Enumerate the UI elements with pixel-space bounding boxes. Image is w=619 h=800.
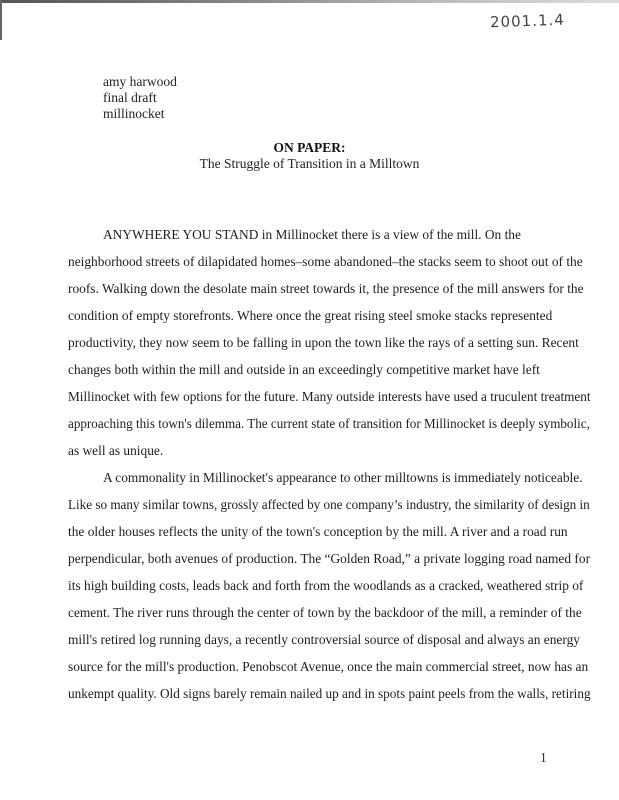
draft-label: final draft (103, 90, 157, 105)
body-line: the older houses reflects the unity of the town's conception by the mill. A river and a road run (68, 524, 568, 539)
body-line: condition of empty storefronts. Where once the great rising steel smoke stacks represented (68, 308, 553, 323)
body-line: approaching this town's dilemma. The current state of transition for Millinocket is deeply symbolic, (68, 416, 590, 431)
body-line: source for the mill's production. Penobscot Avenue, once the main commercial street, now has an (68, 659, 589, 674)
header-info (103, 74, 177, 122)
handwritten-date: 2001.1.4 (489, 10, 566, 32)
topic-label: millinocket (103, 106, 165, 121)
page-number: 1 (540, 750, 547, 765)
body-line: Like so many similar towns, grossly affected by one company’s industry, the similarity of design in (68, 497, 590, 512)
body-line: unkempt quality. Old signs barely remain nailed up and in spots paint peels from the walls, retiring (68, 686, 591, 701)
body-line: neighborhood streets of dilapidated homes–some abandoned–the stacks seem to shoot out of the (68, 254, 583, 269)
author-name: amy harwood (103, 74, 177, 89)
body-line: mill's retired log running days, a recently controversial source of disposal and always an energy (68, 632, 580, 647)
scan-edge-top (0, 0, 619, 3)
body-line: its high building costs, leads back and forth from the woodlands as a cracked, weathered strip of (68, 578, 584, 593)
body-line: ANYWHERE YOU STAND in Millinocket there is a view of the mill. On the (103, 227, 521, 242)
body-line: productivity, they now seem to be falling in upon the town like the rays of a setting sun. Recent (68, 335, 579, 350)
body-line: A commonality in Millinocket's appearance to other milltowns is immediately noticeable. (103, 470, 583, 485)
body-line: changes both within the mill and outside in an exceedingly competitive market have left (68, 362, 540, 377)
scan-edge-left (0, 0, 2, 40)
body-line: roofs. Walking down the desolate main street towards it, the presence of the mill answers for the (68, 281, 584, 296)
body-line: cement. The river runs through the center of town by the backdoor of the mill, a reminder of the (68, 605, 582, 620)
body-line: perpendicular, both avenues of production. The “Golden Road,” a private logging road named for (68, 551, 591, 566)
document-subtitle: The Struggle of Transition in a Milltown (199, 156, 420, 171)
document-title: ON PAPER: (273, 140, 346, 155)
body-line: as well as unique. (68, 443, 164, 458)
body-line: Millinocket with few options for the future. Many outside interests have used a truculent treatment (68, 389, 591, 404)
